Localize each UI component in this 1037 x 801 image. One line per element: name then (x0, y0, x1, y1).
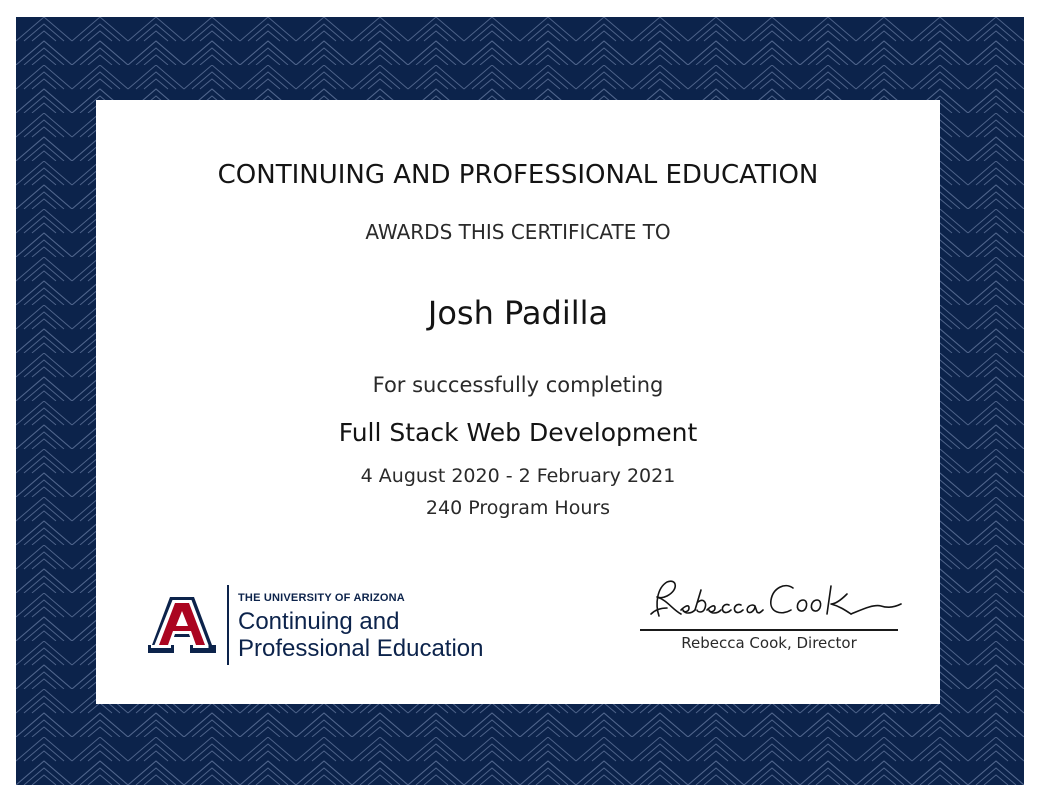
unit-name-line-2: Professional Education (238, 635, 484, 662)
program-hours: 240 Program Hours (425, 497, 611, 519)
completion-phrase: For successfully completing (372, 373, 664, 397)
recipient-name: Josh Padilla (427, 294, 609, 332)
unit-name-line-1: Continuing and (238, 608, 400, 635)
university-name: THE UNIVERSITY OF ARIZONA (238, 592, 405, 604)
date-range: 4 August 2020 - 2 February 2021 (360, 465, 676, 487)
university-logo (148, 585, 528, 665)
signature-line (640, 629, 898, 631)
director-signature (645, 570, 905, 628)
signatory-caption: Rebecca Cook, Director (681, 634, 857, 652)
logo-divider (227, 585, 229, 665)
awards-line: AWARDS THIS CERTIFICATE TO (365, 220, 671, 244)
course-title: Full Stack Web Development (338, 418, 698, 447)
organization-heading: CONTINUING AND PROFESSIONAL EDUCATION (217, 160, 819, 190)
block-a-logo-icon (148, 595, 216, 653)
